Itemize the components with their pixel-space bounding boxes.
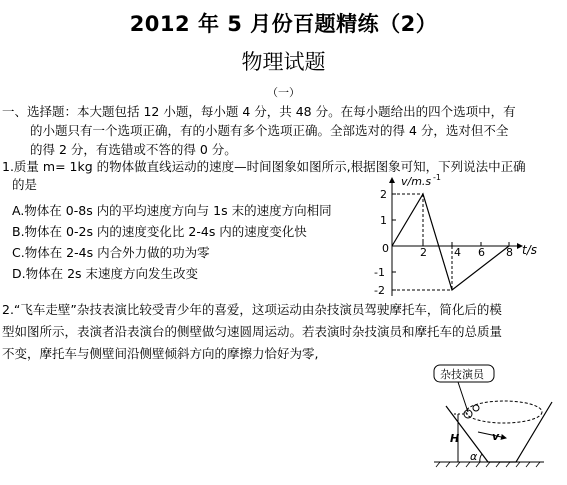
circular-path — [466, 401, 542, 423]
height-label: H — [450, 432, 460, 445]
question-2-line-2: 型如图所示，表演者沿表演台的侧壁做匀速圆周运动。若表演时杂技演员和摩托车的总质量 — [2, 324, 503, 339]
graph-y-tick-neg1: -1 — [374, 266, 385, 279]
graph-y-label: v/m.s — [401, 175, 432, 188]
graph-y-tick-1: 1 — [380, 214, 387, 227]
question-1-option-b: B.物体在 0-2s 内的速度变化比 2-4s 内的速度变化快 — [12, 224, 307, 239]
graph-x-tick-8: 8 — [506, 246, 513, 259]
wall-riding-figure — [424, 362, 560, 482]
instructions-line-1: 一、选择题：本大题包括 12 小题，每小题 4 分，共 48 分。在每小题给出的四个选项中，有 — [2, 104, 516, 119]
instructions-line-2: 的小题只有一个选项正确，有的小题有多个选项正确。全部选对的得 4 分，选对但不全 — [30, 123, 509, 138]
question-1-option-d: D.物体在 2s 末速度方向发生改变 — [12, 266, 199, 281]
section-number: （一） — [267, 86, 300, 99]
page-title: 2012 年 5 月份百题精练（2） — [129, 12, 438, 36]
graph-x-tick-6: 6 — [478, 246, 485, 259]
velocity-curve — [392, 194, 509, 290]
page-subtitle: 物理试题 — [241, 50, 326, 74]
graph-x-tick-4: 4 — [454, 246, 461, 259]
rider-icon — [473, 405, 479, 411]
graph-y-label-exponent: -1 — [433, 173, 441, 182]
question-1-option-c: C.物体在 2-4s 内合外力做的功为零 — [12, 245, 210, 260]
question-2-line-3: 不变，摩托车与侧壁间沿侧壁倾斜方向的摩擦力恰好为零, — [2, 346, 319, 361]
graph-y-tick-2: 2 — [380, 188, 387, 201]
graph-y-tick-neg2: -2 — [374, 284, 385, 297]
question-1-stem-line-2: 的是 — [12, 177, 38, 192]
instructions-line-3: 的得 2 分，有选错或不答的得 0 分。 — [30, 142, 237, 157]
question-1-stem-line-1: 1.质量 m= 1kg 的物体做直线运动的速度—时间图象如图所示,根据图象可知，下列说法中正确 — [2, 159, 526, 174]
question-2-line-1: 2.“飞车走壁”杂技表演比较受青少年的喜爱，这项运动由杂技演员驾驶摩托车，简化后的模 — [2, 302, 502, 317]
angle-arc — [480, 454, 482, 462]
graph-x-label: t/s — [522, 243, 537, 257]
graph-x-tick-2: 2 — [420, 246, 427, 259]
performer-label: 杂技演员 — [440, 368, 484, 381]
graph-origin-tick: 0 — [382, 242, 389, 255]
angle-label: α — [470, 450, 478, 463]
velocity-time-graph — [372, 172, 552, 300]
ground-hatch — [436, 462, 540, 467]
question-1-option-a: A.物体在 0-8s 内的平均速度方向与 1s 末的速度方向相同 — [12, 203, 332, 218]
velocity-label: v — [492, 430, 500, 443]
callout-pointer — [458, 382, 468, 412]
